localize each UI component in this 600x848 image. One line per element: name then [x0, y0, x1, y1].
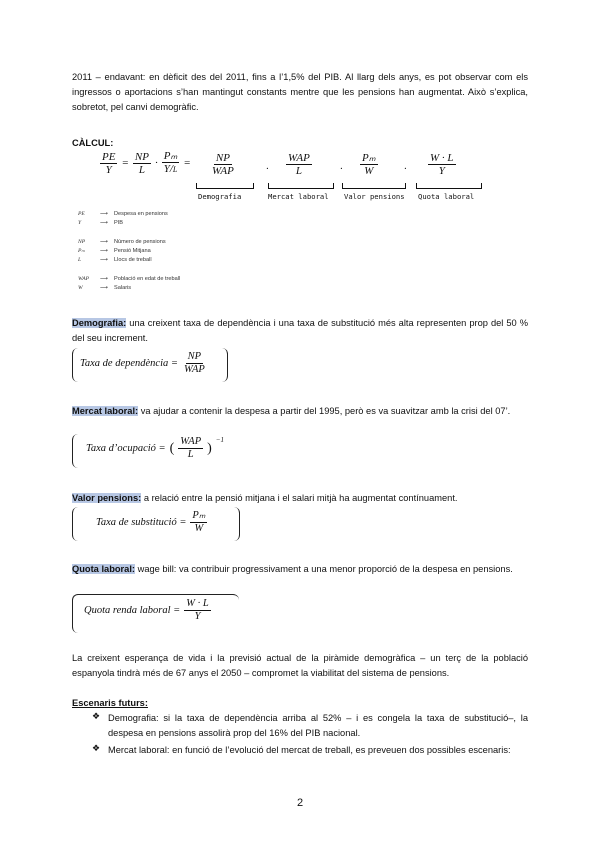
escenari-item: Demografia: si la taxa de dependència arriba al 52% – i es congela la taxa de substitució–, la despesa en pensions assolirà prop del 16% del PIB nacional. [108, 713, 528, 738]
formula-lhs: $\frac{PE}{Y}$ [102, 150, 116, 176]
legend-np: NP ⟶ Número de pensions [78, 239, 166, 245]
valor-paragraph: Valor pensions: a relació entre la pensió mitjana i el salari mitjà ha augmentat contínuament. [72, 493, 458, 503]
intro-paragraph: 2011 – endavant: en dèficit des del 2011, fins a l’1,5% del PIB. Al llarg dels anys, es pot observar com els ingressos o aportacions s’han mantingut constants mentre que les pensions han augmentat. Això s’explica, sobretot, pel canvi demogràfic. [72, 72, 528, 112]
valor-formula: Taxa de substitució = $\frac{\text{Pₘ}}{W}$ [96, 510, 206, 534]
valor-label: Valor pensions: [72, 493, 142, 503]
formula-mid-pm: $\frac{\text{Pₘ}}{Y/L}$ [163, 150, 178, 175]
label-valor: Valor pensions [344, 192, 405, 201]
factor-mercat: $\frac{\text{WAP}}{L}$ [288, 152, 310, 177]
mercat-paragraph: Mercat laboral: va ajudar a contenir la despesa a partir del 1995, però es va suavitzar amb la crisi del 07’. [72, 406, 511, 416]
label-quota: Quota laboral [418, 192, 475, 201]
demografia-label: Demografia: [72, 318, 127, 328]
legend-y: Y ⟶ PIB [78, 220, 124, 226]
mercat-formula: Taxa d’ocupació = ( $\frac{\text{WAP}}{L}$ ) $^{-1}$ [86, 436, 225, 460]
demografia-formula: Taxa de dependència = $\frac{NP}{\text{WAP}}$ [80, 351, 205, 375]
legend-w: W ⟶ Salaris [78, 285, 132, 291]
factor-quota: $\frac{W \cdot L}{Y}$ [430, 152, 454, 177]
label-demografia: Demografia [198, 192, 242, 201]
calcul-heading: CÀLCUL: [72, 138, 114, 148]
quota-paragraph: Quota laboral: wage bill: va contribuir progressivament a una menor proporció de la despesa en pensions. [72, 564, 513, 574]
formula-mid-np: $\frac{NP}{L}$ [134, 150, 149, 176]
page-number: 2 [296, 797, 304, 809]
label-mercat: Mercat laboral [268, 192, 329, 201]
legend-wap: WAP ⟶ Població en edat de treball [78, 276, 181, 282]
esperanca-paragraph: La creixent esperança de vida i la previsió actual de la piràmide demogràfica – un terç de la població espanyola tindrà més de 67 anys el 2050 – compromet la viabilitat del sistema de pensions. [72, 653, 528, 678]
legend-pm: Pₘ ⟶ Pensió Mitjana [78, 248, 151, 254]
main-formula: $\frac{PE}{Y}$ = $\frac{NP}{L}$ · $\frac{\text{Pₘ}}{Y/L}$ = [102, 150, 191, 176]
legend-l: L ⟶ Llocs de treball [78, 257, 152, 263]
document-page: 2011 – endavant: en dèficit des del 2011, fins a l’1,5% del PIB. Al llarg dels anys, es pot observar com els ingressos o aportacions s’han mantingut constants mentre que les pensions han augmentat. Això s’explica, sobretot, pel canvi demogràfic. CÀLCUL: $\frac{PE}{Y}$ = $\frac{NP}{L}$ · $\frac{\text{Pₘ}}{Y/L}$ = $\frac{NP}{\text{WAP}}$ · $\frac{\text{WAP}}{L}$ · $\frac{\text{Pₘ}}{W}$ · $\frac{W \cdot L}{Y}$ Demografia Mercat laboral Valor pensions Quota laboral PE ⟶ Despesa en pensions Y ⟶ PIB NP ⟶ Número de pensions Pₘ ⟶ Pensió Mitjana L ⟶ Llocs de treball WAP ⟶ Població en edat de treball W ⟶ Salaris Demografia: una creixent taxa de dependència i una taxa de substitució més alta representen prop del 50 % del seu increment. Taxa de dependència = $\frac{NP}{\text{WAP}}$ Mercat laboral: va ajudar a contenir la despesa a partir del 1995, però es va suavitzar amb la crisi del 07’. Taxa d’ocupació = ( $\frac{\text{WAP}}{L}$ ) $^{-1}$ Valor pensions: a relació entre la pensió mitjana i el salari mitjà ha augmentat contínuament. Taxa de substitució = $\frac{\text{Pₘ}}{W}$ Quota laboral: wage bill: va contribuir progressivament a una menor proporció de la despesa en pensions. Quota renda laboral = $\frac{W \cdot L}{Y}$ La creixent esperança de vida i la previsió actual de la piràmide demogràfica – un terç de la població espanyola tindrà més de 67 anys el 2050 – compromet la viabilitat del sistema de pensions. Escenaris futurs: ❖ Demografia: si la taxa de dependència arriba al 52% – i es congela la taxa de substitució–, la despesa en pensions assolirà prop del 16% del PIB nacional. ❖ Mercat laboral: en funció de l’evolució del mercat de treball, es preveuen dos possibles escenaris: 2 [0, 0, 600, 848]
bullet-icon: ❖ [92, 743, 101, 753]
escenaris-heading: Escenaris futurs: [72, 698, 148, 708]
factor-demografia: $\frac{NP}{\text{WAP}}$ [212, 152, 234, 177]
escenari-item: Mercat laboral: en funció de l’evolució del mercat de treball, es preveuen dos possibles escenaris: [108, 745, 511, 755]
demografia-paragraph: Demografia: una creixent taxa de dependència i una taxa de substitució més alta representen prop del 50 % del seu increment. [72, 318, 528, 343]
mercat-label: Mercat laboral: [72, 406, 139, 416]
quota-formula: Quota renda laboral = $\frac{W \cdot L}{Y}$ [84, 598, 209, 622]
factor-valor: $\frac{\text{Pₘ}}{W}$ [362, 152, 376, 177]
quota-label: Quota laboral: [72, 564, 136, 574]
legend-pe: PE ⟶ Despesa en pensions [78, 211, 168, 217]
bullet-icon: ❖ [92, 711, 101, 721]
